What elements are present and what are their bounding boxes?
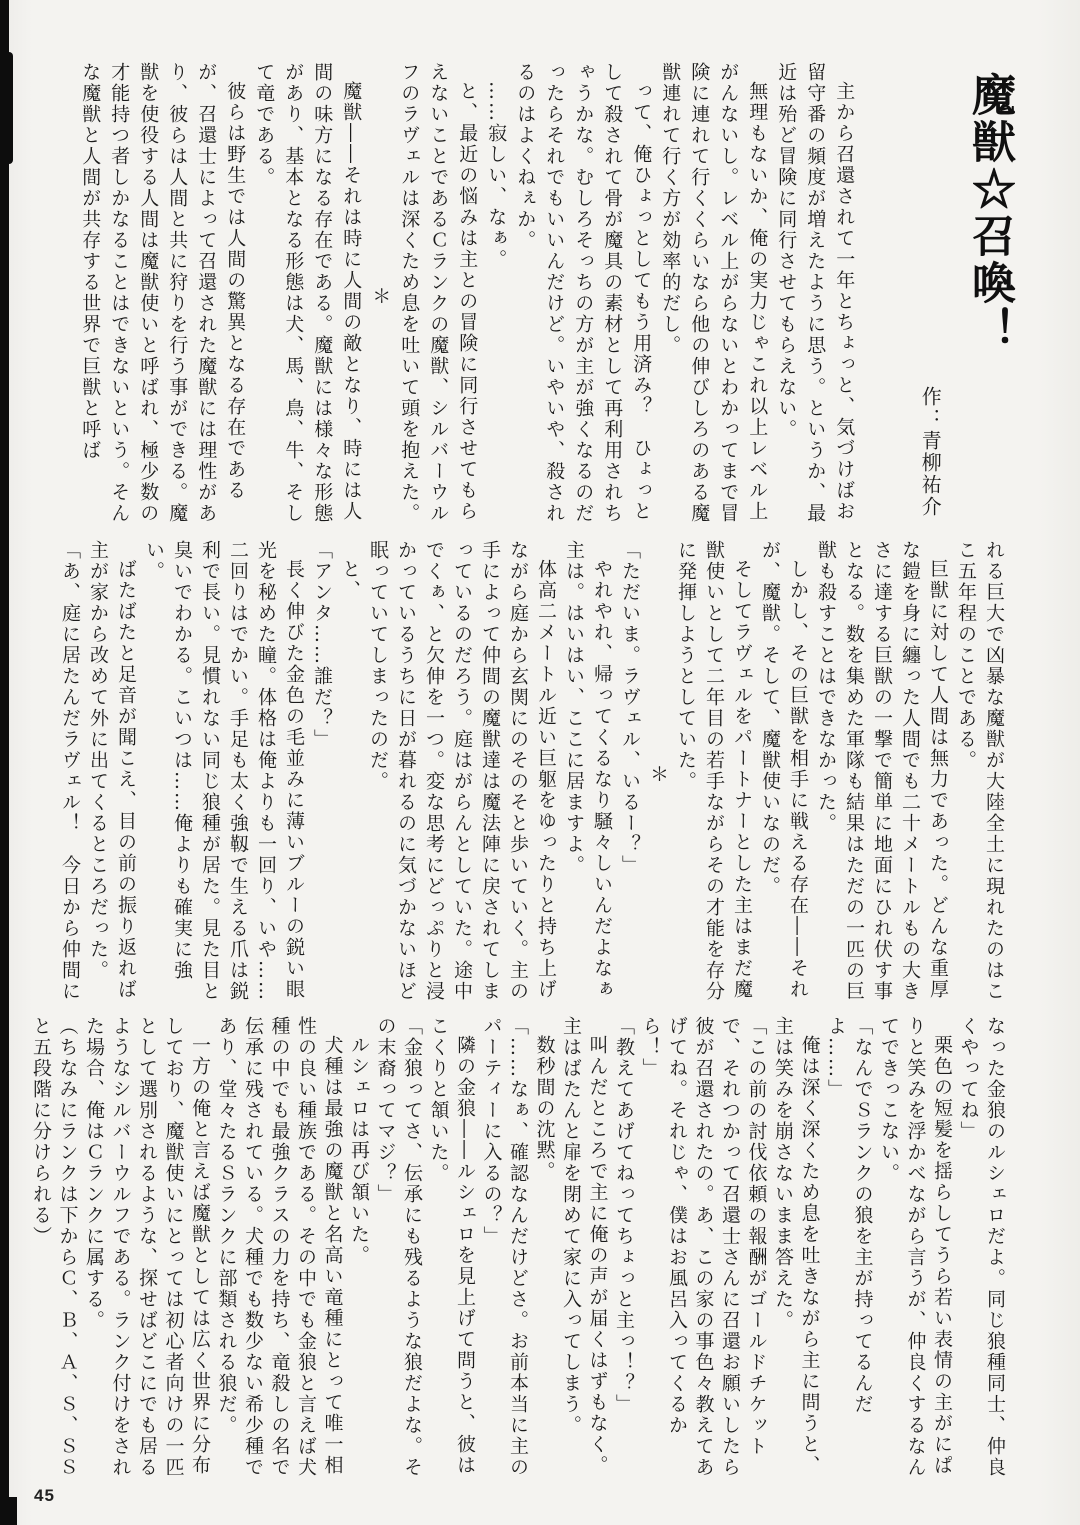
text-band-top [72,62,1015,528]
paragraph: 叫んだところで主に俺の声が届くはずもなく。主はばたんと扉を閉めて家に入ってしまう。 [560,1016,609,1476]
paragraph: 長く伸びた金色の毛並みに薄いブルーの鋭い眼光を秘めた瞳。体格は俺よりも一回り、いや……二回りはでかい。手足も太く強靱で生える爪は鋭利で長い。見慣れない同じ狼種が居た。見た目と臭いでわかる。こいつは……俺よりも確実に強い。 [143,540,305,1002]
paragraph: 一方の俺と言えば魔獣としては広く世界に分布しており、魔獣使いにとっては初心者向けの一匹として選別されるような、探せばどこにでも居るようなシルバーウルフである。ランク付けをされた場合、俺はＣランクに属する。 [83,1016,211,1478]
paragraph: 数秒間の沈黙。 [533,1035,556,1182]
story-title: 魔獣☆召喚！ [964,72,1015,354]
dialogue-paragraph: 「教えてあげてねってちょっと主っ！？」 [613,1016,635,1415]
dialogue-paragraph: 「……なぁ、確認なんだけどさ。お前本当に主のパーティーに入るの？」 [480,1016,529,1478]
paragraph: ルシェロは再び頷いた。 [348,1035,370,1266]
scan-artifact [0,52,13,164]
story-author: 作：青柳祐介 [918,386,943,518]
paragraph: そしてラヴェルをパートナーとした主はまだ魔獣使いとして二年目の若手ながらその才能を存分に発揮しようとしていた。 [675,540,753,1002]
paragraph: なった金狼のルシェロだよ。同じ狼種同士、仲良くやってね」 [957,1016,1006,1478]
paragraph: 犬種は最強の魔獣と名高い竜種にとって唯一相性の良い種族である。その中でも金狼と言えば犬種の中でも最強クラスの力を持ち、竜殺しの名で伝承に残されている。犬種でも数少ない希少種であり、堂々たるＳランクに部類される狼だ。 [215,1016,344,1478]
section-divider: ＊ [647,763,669,783]
dialogue-paragraph: 「なんでＳランクの狼を主が持ってるんだよ……」 [825,1016,874,1415]
paragraph: 巨獣に対して人間は無力であった。どんな重厚な鎧を身に纏った人間でも二十メートルもの大きさに達する巨獣の一撃で簡単に地面にひれ伏す事となる。数を集めた軍隊も結果はただの一匹の巨獣も殺すことはできなかった。 [815,540,949,1002]
paragraph: ……寂しい、なぁ。 [485,81,508,270]
paragraph: やれやれ、帰ってくるなり騒々しいんだよなぁ主は。はいはい、ここに居ますよ。 [563,540,613,1000]
text-band-bottom [30,1016,1008,1482]
paragraph: 主から召還されて一年とちょっと、気づけばお留守番の頻度が増えたように思う。というか、最近は殆ど冒険に同行させてもらえない。 [775,62,856,524]
paragraph: 体高二メートル近い巨躯をゆったりと持ち上げながら庭から玄関にのそのそと歩いていく。主の手によって仲間の魔獣達は魔法陣に戻されてしまっているのだろう。庭はがらんとしていた。途中でくぁ、と欠伸を一つ。変な思考にどっぷりと浸かっているうちに日が暮れるのに気づかないほど眠っていてしまったのだ。 [367,540,557,1002]
page-number: 45 [34,1486,55,1505]
dialogue-paragraph: 「アンタ……誰だ？」 [311,540,333,750]
paragraph: れる巨大で凶暴な魔獣が大陸全土に現れたのはここ五年程のことである。 [955,540,1005,1002]
paragraph: 彼らは野生では人間の驚異となる存在であるが、召還士によって召還された魔獣には理性があり、彼らは人間と共に狩りを行う事ができる。魔獣を使役する人間は魔獣使いと呼ばれ、極少数の才能持つ者しかなることはできないという。そんな魔獣と人間が共存する世界で巨獣と呼ば [79,62,247,524]
dialogue-paragraph: 「この前の討伐依頼の報酬がゴールドチケットで、それつかって召還士さんに召還お願いしたら彼が召還されたの。あ、この家の事色々教えてあげてね。それじゃ、僕はお風呂入ってくるから！」 [639,1016,768,1478]
paragraph: 魔獣――それは時に人間の敵となり、時には人間の味方になる存在である。魔獣には様々な形態があり、基本となる形態は犬、馬、鳥、牛、そして竜である。 [253,62,363,524]
text-band-middle [59,540,1008,1006]
binding-gutter [0,0,9,1525]
dialogue-paragraph: 「あ、庭に居たんだラヴェル！ 今日から仲間に [59,540,81,1002]
scan-artifact [0,1497,17,1525]
paragraph: 栗色の短髪を揺らしてうら若い表情の主がにぱりと笑みを浮かべながら言うが、仲良くするなんてできっこない。 [878,1016,953,1478]
paragraph: （ちなみにランクは下からＣ、Ｂ、Ａ、Ｓ、ＳＳと五段階に分けられる） [30,1016,79,1478]
section-divider: ＊ [369,285,392,305]
paragraph: 無理もないか、俺の実力じゃこれ以上レベル上がんないし。レベル上がらないとわかってまで冒険に連れて行くくらいなら他の伸びしろのある魔獣連れて行く方が効率的だし。 [659,62,769,524]
paragraph: ばたばたと足音が聞こえ、目の前の振り返れば主が家から改めて外に出てくるところだった。 [87,540,137,1000]
paragraph: 隣の金狼――ルシェロを見上げて問うと、彼はこくりと頷いた。 [427,1016,476,1476]
paragraph: って、俺ひょっとしてもう用済み？ ひょっとして殺されて骨が魔具の素材として再利用されちゃうかな。むしろそっちの方が主が強くなるのだったらそれでもいいんだけど。いやいや、殺されるのはよくねぇか。 [514,62,653,524]
dialogue-paragraph: 「ただいま。ラヴェル、いるー？」 [619,540,641,876]
paragraph: しかし、その巨獣を相手に戦える存在――それが、魔獣。そして、魔獣使いなのだ。 [759,540,809,1000]
paragraph: と、最近の悩みは主との冒険に同行させてもらえないことであるＣランクの魔獣、シルバーウルフのラヴェルは深くため息を吐いて頭を抱えた。 [398,62,479,524]
paragraph: と、 [339,559,361,601]
dialogue-paragraph: 「金狼ってさ、伝承にも残るような狼だよな。その末裔ってマジ？」 [374,1016,423,1478]
paragraph: 俺は深く深くため息を吐きながら主に問うと、主は笑みを崩さないまま答えた。 [772,1016,821,1476]
